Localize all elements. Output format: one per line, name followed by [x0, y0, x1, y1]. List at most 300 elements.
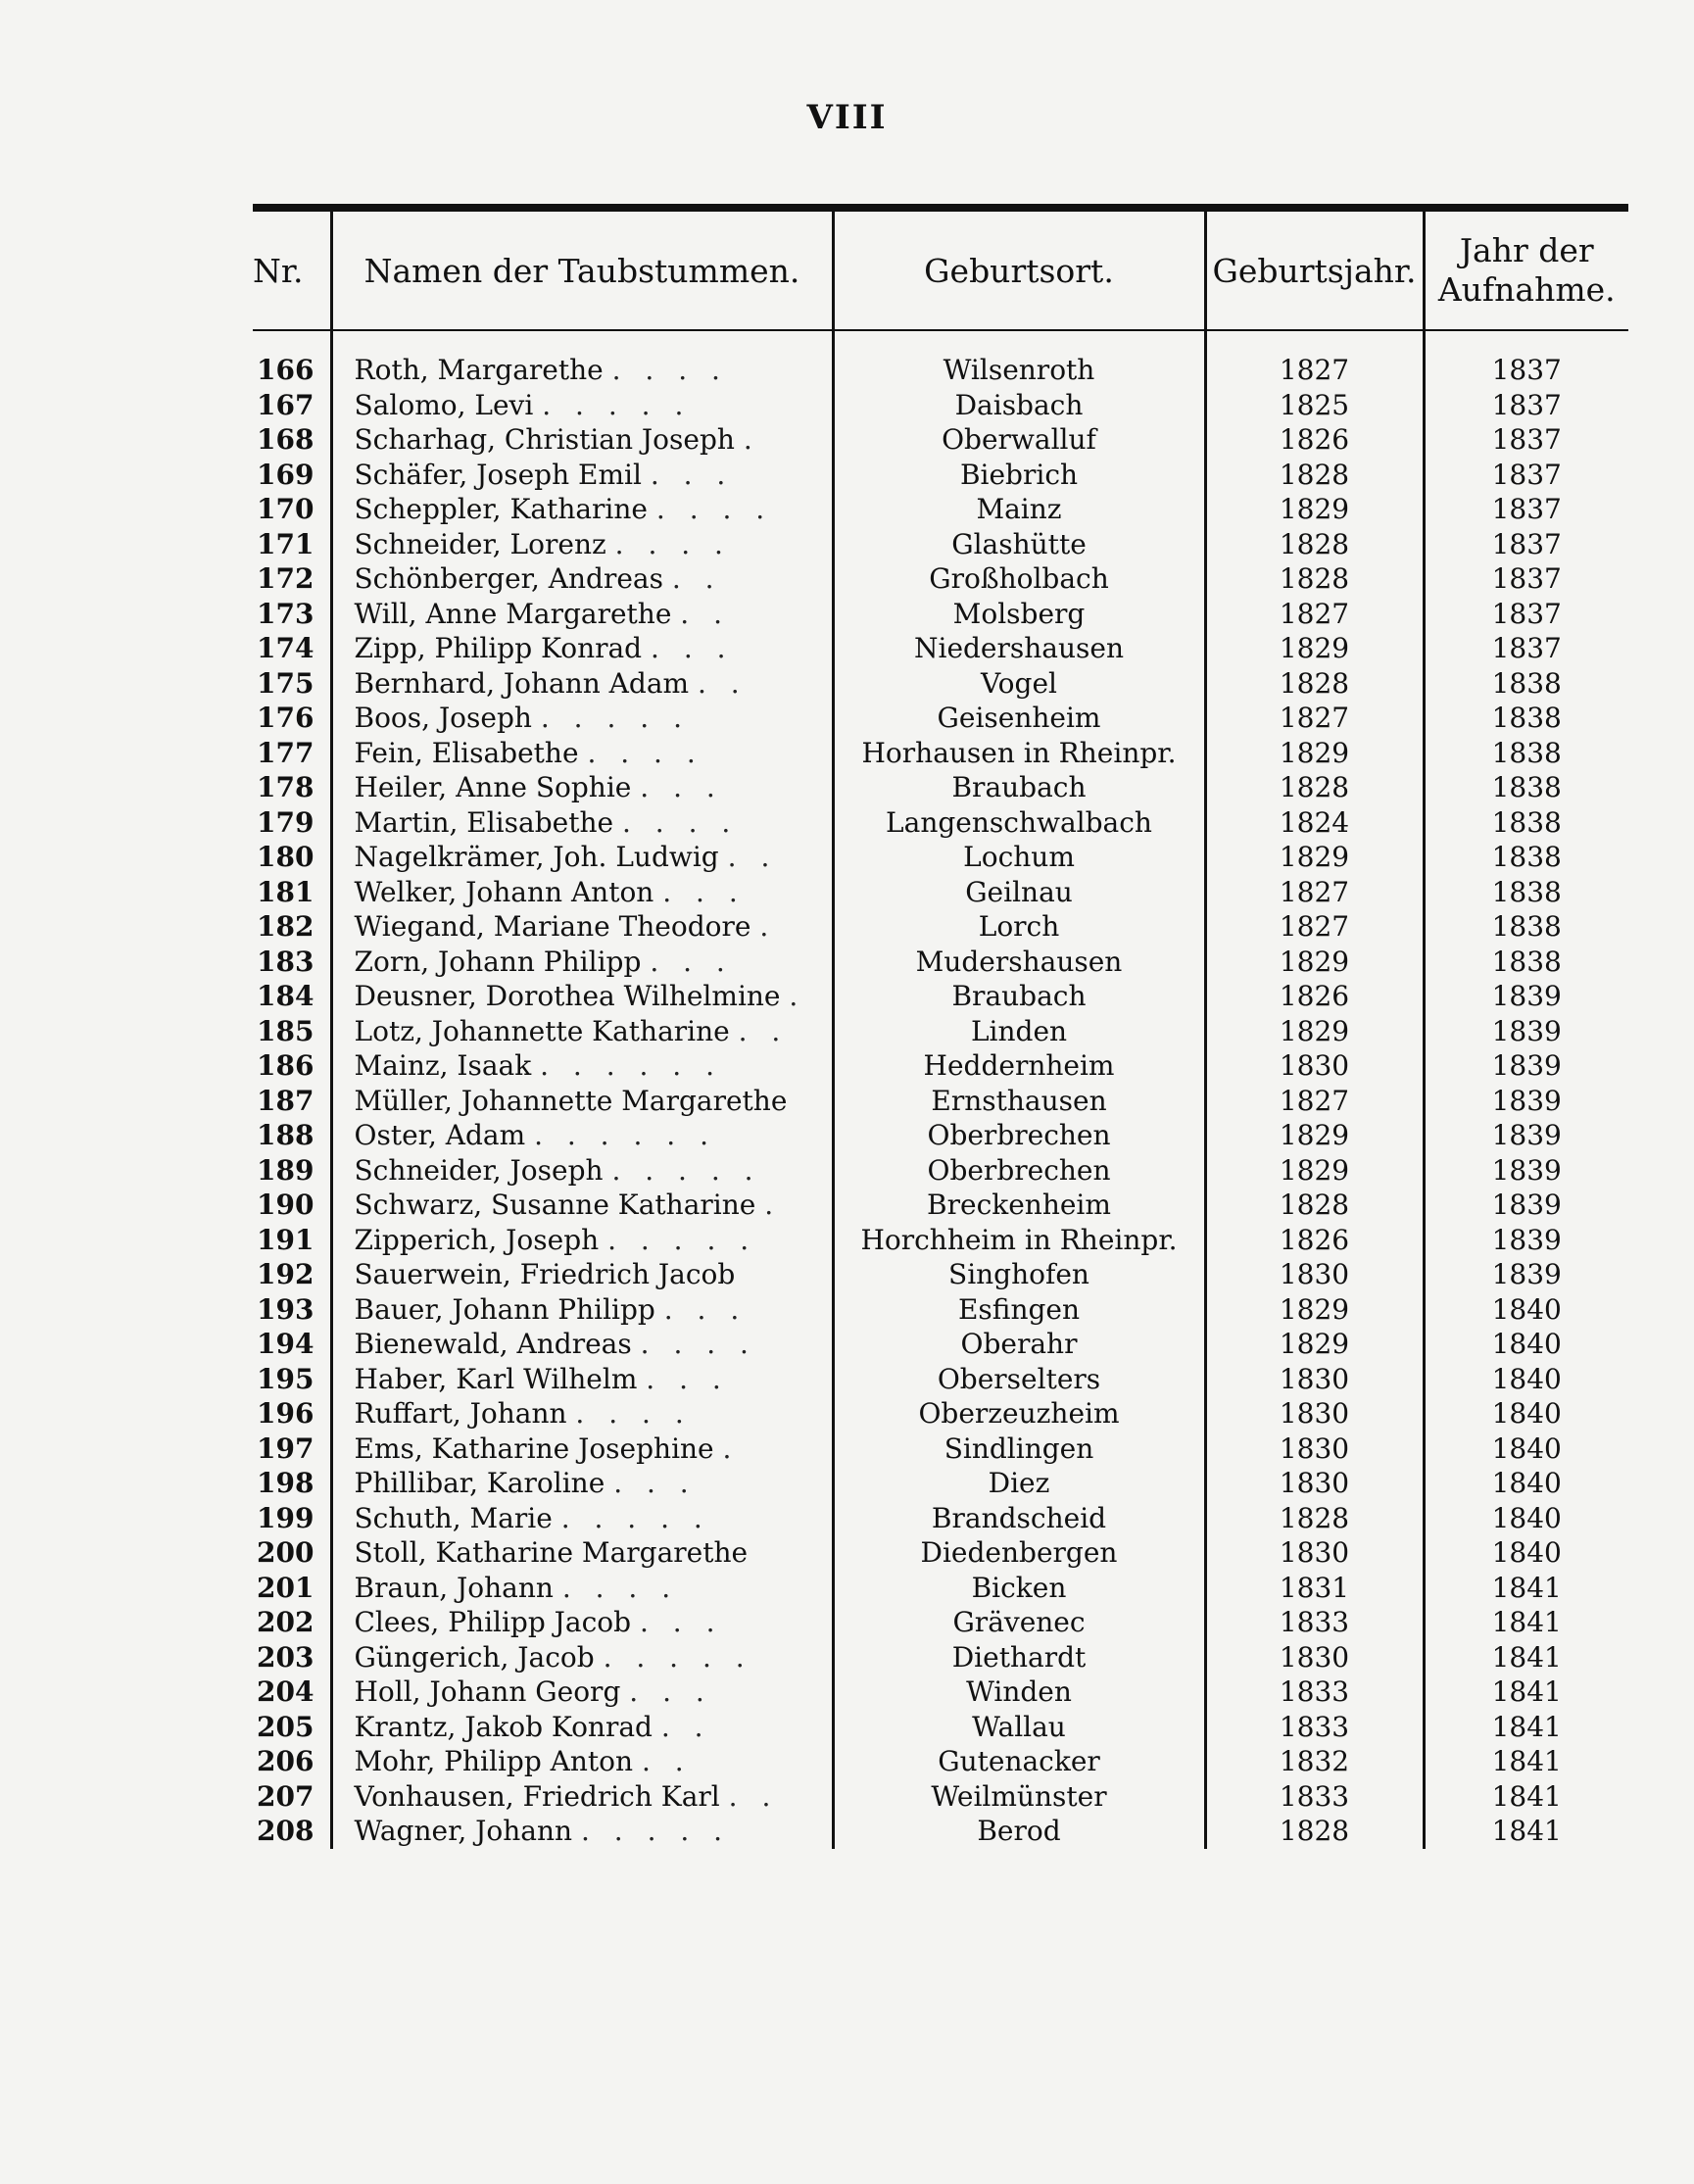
table-row	[253, 1396, 1628, 1432]
row-birthplace: Linden	[833, 1014, 1205, 1049]
row-number: 203	[257, 1640, 315, 1674]
row-leader-dots: . . .	[662, 875, 746, 908]
row-birthplace: Lochum	[833, 840, 1205, 875]
row-birthplace: Lorch	[833, 909, 1205, 945]
page-number: VIII	[806, 98, 888, 137]
row-birth-year: 1828	[1205, 458, 1424, 493]
row-birth-year: 1827	[1205, 1084, 1424, 1119]
row-birth-year: 1829	[1205, 492, 1424, 527]
row-birthplace: Singhofen	[833, 1257, 1205, 1292]
table-row	[253, 770, 1628, 805]
row-number: 205	[257, 1710, 315, 1743]
table-row	[253, 1188, 1628, 1223]
row-birth-year: 1833	[1205, 1674, 1424, 1710]
row-birthplace: Winden	[833, 1674, 1205, 1710]
row-birthplace: Daisbach	[833, 388, 1205, 423]
row-admission-year: 1839	[1424, 1118, 1628, 1153]
row-admission-year: 1840	[1424, 1292, 1628, 1328]
row-leader-dots: . .	[727, 841, 778, 873]
row-leader-dots: . .	[641, 1745, 692, 1777]
row-name	[331, 1396, 833, 1432]
row-admission-year: 1838	[1424, 945, 1628, 980]
row-admission-year: 1841	[1424, 1571, 1628, 1606]
row-birth-year: 1830	[1205, 1640, 1424, 1675]
table-row	[253, 1744, 1628, 1779]
row-name-text: Bienewald, Andreas	[354, 1328, 632, 1360]
header-place: Geburtsort.	[833, 212, 1205, 330]
row-name-text: Sauerwein, Friedrich Jacob	[354, 1258, 736, 1290]
row-number: 166	[257, 354, 315, 386]
row-birth-year: 1829	[1205, 736, 1424, 771]
row-name-text: Güngerich, Jacob	[354, 1640, 595, 1674]
row-birthplace: Geisenheim	[833, 701, 1205, 736]
row-admission-year: 1841	[1424, 1674, 1628, 1710]
row-birth-year: 1832	[1205, 1744, 1424, 1779]
table-row	[253, 353, 1628, 388]
row-birthplace: Oberselters	[833, 1362, 1205, 1397]
row-birthplace: Glashütte	[833, 527, 1205, 562]
table-row	[253, 1640, 1628, 1675]
header-admission-year-line1: Jahr der	[1459, 231, 1594, 269]
row-birth-year: 1831	[1205, 1571, 1424, 1606]
table-row	[253, 561, 1628, 597]
row-name	[331, 945, 833, 980]
row-number: 206	[257, 1745, 315, 1777]
table-row	[253, 701, 1628, 736]
row-admission-year: 1838	[1424, 909, 1628, 945]
row-name	[331, 1535, 833, 1571]
row-birthplace: Oberzeuzheim	[833, 1396, 1205, 1432]
row-birth-year: 1829	[1205, 1292, 1424, 1328]
row-admission-year: 1839	[1424, 1257, 1628, 1292]
row-admission-year: 1841	[1424, 1814, 1628, 1849]
row-birth-year: 1827	[1205, 701, 1424, 736]
row-admission-year: 1841	[1424, 1640, 1628, 1675]
row-name	[331, 631, 833, 666]
deaf-mute-register	[253, 212, 1628, 1849]
row-number: 197	[257, 1432, 315, 1465]
row-leader-dots: .	[743, 423, 760, 456]
row-name	[331, 1327, 833, 1362]
row-name-text: Zipperich, Joseph	[354, 1223, 600, 1256]
row-name-text: Scheppler, Katharine	[354, 493, 648, 525]
row-name-text: Deusner, Dorothea Wilhelmine	[354, 980, 781, 1012]
row-birth-year: 1830	[1205, 1466, 1424, 1501]
row-name	[331, 701, 833, 736]
row-birthplace: Wilsenroth	[833, 353, 1205, 388]
row-leader-dots: . . . . .	[542, 388, 692, 421]
row-name	[331, 805, 833, 841]
row-admission-year: 1840	[1424, 1362, 1628, 1397]
row-admission-year: 1839	[1424, 1084, 1628, 1119]
row-name	[331, 1710, 833, 1745]
row-birth-year: 1828	[1205, 770, 1424, 805]
row-name	[331, 1674, 833, 1710]
row-name-text: Schneider, Lorenz	[354, 527, 606, 560]
row-number: 185	[257, 1014, 315, 1047]
row-admission-year: 1841	[1424, 1710, 1628, 1745]
row-name	[331, 1188, 833, 1223]
row-name	[331, 1744, 833, 1779]
row-number: 198	[257, 1467, 315, 1499]
row-name	[331, 1605, 833, 1640]
header-admission-year	[1424, 212, 1628, 330]
row-birthplace: Oberwalluf	[833, 422, 1205, 458]
row-number: 190	[257, 1189, 315, 1221]
row-number: 180	[257, 841, 315, 873]
row-name-text: Lotz, Johannette Katharine	[354, 1014, 730, 1047]
row-name-text: Roth, Margarethe	[354, 354, 604, 386]
row-birth-year: 1833	[1205, 1605, 1424, 1640]
row-leader-dots: . . . . .	[603, 1640, 752, 1674]
row-leader-dots: . . .	[646, 1362, 729, 1395]
row-admission-year: 1837	[1424, 353, 1628, 388]
row-admission-year: 1837	[1424, 458, 1628, 493]
row-admission-year: 1837	[1424, 422, 1628, 458]
row-leader-dots: . .	[738, 1014, 789, 1047]
row-birth-year: 1830	[1205, 1396, 1424, 1432]
table-row	[253, 1779, 1628, 1815]
row-admission-year: 1839	[1424, 1188, 1628, 1223]
row-name-text: Mainz, Isaak	[354, 1049, 532, 1082]
row-name-text: Schäfer, Joseph Emil	[354, 458, 642, 491]
row-admission-year: 1841	[1424, 1779, 1628, 1815]
row-name-text: Müller, Johannette Margarethe	[354, 1084, 788, 1117]
row-birthplace: Diedenbergen	[833, 1535, 1205, 1571]
table-row	[253, 1710, 1628, 1745]
row-number: 173	[257, 597, 315, 630]
row-leader-dots: . .	[680, 597, 730, 630]
row-admission-year: 1840	[1424, 1396, 1628, 1432]
row-birthplace: Horhausen in Rheinpr.	[833, 736, 1205, 771]
row-number: 174	[257, 632, 315, 664]
row-leader-dots: . . . . .	[560, 1501, 710, 1534]
row-name	[331, 1292, 833, 1328]
row-name-text: Stoll, Katharine Margarethe	[354, 1536, 749, 1569]
row-name	[331, 1084, 833, 1119]
row-number: 193	[257, 1292, 315, 1326]
row-name-text: Nagelkrämer, Joh. Ludwig	[354, 841, 719, 873]
row-name	[331, 770, 833, 805]
row-birthplace: Wallau	[833, 1710, 1205, 1745]
table-row	[253, 1292, 1628, 1328]
row-number: 181	[257, 875, 315, 908]
row-admission-year: 1839	[1424, 1223, 1628, 1258]
row-leader-dots: .	[764, 1189, 782, 1221]
row-birth-year: 1824	[1205, 805, 1424, 841]
row-birthplace: Mainz	[833, 492, 1205, 527]
row-admission-year: 1837	[1424, 631, 1628, 666]
table-row	[253, 1466, 1628, 1501]
row-leader-dots: . . .	[629, 1675, 712, 1708]
row-leader-dots: . . .	[640, 771, 723, 803]
row-number: 178	[257, 771, 315, 803]
row-birthplace: Heddernheim	[833, 1048, 1205, 1084]
row-birth-year: 1826	[1205, 1223, 1424, 1258]
row-leader-dots: . . . .	[655, 493, 773, 525]
row-name-text: Schönberger, Andreas	[354, 562, 663, 595]
row-birth-year: 1830	[1205, 1362, 1424, 1397]
row-name-text: Holl, Johann Georg	[354, 1675, 621, 1708]
row-admission-year: 1841	[1424, 1744, 1628, 1779]
row-leader-dots: . . . .	[611, 354, 728, 386]
table-row	[253, 1605, 1628, 1640]
row-admission-year: 1837	[1424, 561, 1628, 597]
row-birth-year: 1833	[1205, 1779, 1424, 1815]
row-name-text: Ems, Katharine Josephine	[354, 1432, 714, 1465]
row-birthplace: Weilmünster	[833, 1779, 1205, 1815]
table-row	[253, 736, 1628, 771]
row-number: 192	[257, 1258, 315, 1290]
table-row	[253, 1014, 1628, 1049]
row-admission-year: 1840	[1424, 1501, 1628, 1536]
row-leader-dots: . . . . . .	[540, 1049, 722, 1082]
table-row	[253, 1535, 1628, 1571]
table-row	[253, 1153, 1628, 1189]
row-name-text: Oster, Adam	[354, 1119, 526, 1151]
row-birth-year: 1827	[1205, 597, 1424, 632]
row-admission-year: 1838	[1424, 666, 1628, 702]
row-admission-year: 1838	[1424, 770, 1628, 805]
row-number: 202	[257, 1606, 315, 1638]
row-admission-year: 1840	[1424, 1432, 1628, 1467]
row-name	[331, 1014, 833, 1049]
row-name	[331, 388, 833, 423]
table-row	[253, 597, 1628, 632]
row-name-text: Braun, Johann	[354, 1571, 554, 1604]
row-leader-dots: . . . . .	[607, 1223, 757, 1256]
top-rule	[253, 204, 1628, 212]
row-name	[331, 666, 833, 702]
row-name-text: Schuth, Marie	[354, 1501, 553, 1534]
row-number: 168	[257, 423, 315, 456]
row-birth-year: 1830	[1205, 1257, 1424, 1292]
row-name	[331, 1640, 833, 1675]
row-birthplace: Oberahr	[833, 1327, 1205, 1362]
row-number: 175	[257, 666, 315, 700]
row-name	[331, 527, 833, 562]
row-number: 179	[257, 805, 315, 839]
row-birthplace: Biebrich	[833, 458, 1205, 493]
header-birth-year: Geburtsjahr.	[1205, 212, 1424, 330]
row-admission-year: 1840	[1424, 1535, 1628, 1571]
row-leader-dots: . . . . .	[580, 1815, 731, 1847]
row-number: 195	[257, 1362, 315, 1395]
row-admission-year: 1837	[1424, 492, 1628, 527]
row-birthplace: Diez	[833, 1466, 1205, 1501]
row-birthplace: Oberbrechen	[833, 1153, 1205, 1189]
row-birthplace: Großholbach	[833, 561, 1205, 597]
row-leader-dots: . . . .	[614, 527, 731, 560]
row-birth-year: 1827	[1205, 353, 1424, 388]
row-name-text: Schneider, Joseph	[354, 1153, 604, 1187]
row-number: 171	[257, 527, 315, 560]
header-nr: Nr.	[253, 212, 331, 330]
row-birthplace: Ernsthausen	[833, 1084, 1205, 1119]
row-name	[331, 1362, 833, 1397]
row-number: 207	[257, 1779, 315, 1813]
row-name	[331, 840, 833, 875]
row-number: 184	[257, 980, 315, 1012]
row-leader-dots: . . . . .	[540, 702, 690, 734]
table-row	[253, 1048, 1628, 1084]
row-number: 188	[257, 1119, 315, 1151]
row-birthplace: Langenschwalbach	[833, 805, 1205, 841]
row-number: 177	[257, 736, 315, 769]
row-birth-year: 1829	[1205, 1118, 1424, 1153]
table-row	[253, 1084, 1628, 1119]
row-birthplace: Diethardt	[833, 1640, 1205, 1675]
row-number: 208	[257, 1815, 315, 1847]
row-birthplace: Berod	[833, 1814, 1205, 1849]
row-leader-dots: . . . . .	[611, 1153, 761, 1187]
row-birth-year: 1830	[1205, 1432, 1424, 1467]
row-name-text: Schwarz, Susanne Katharine	[354, 1189, 756, 1221]
row-leader-dots: . . . .	[561, 1571, 679, 1604]
table-row	[253, 388, 1628, 423]
row-admission-year: 1839	[1424, 1153, 1628, 1189]
row-birth-year: 1833	[1205, 1710, 1424, 1745]
row-name-text: Zorn, Johann Philipp	[354, 945, 642, 978]
row-leader-dots: . . .	[639, 1606, 723, 1638]
row-birthplace: Gutenacker	[833, 1744, 1205, 1779]
row-name	[331, 875, 833, 910]
row-number: 172	[257, 562, 315, 595]
row-number: 176	[257, 702, 315, 734]
row-name-text: Bernhard, Johann Adam	[354, 666, 690, 700]
row-name	[331, 353, 833, 388]
row-name-text: Wiegand, Mariane Theodore	[354, 910, 751, 943]
row-name-text: Vonhausen, Friedrich Karl	[354, 1779, 720, 1813]
row-birth-year: 1828	[1205, 1188, 1424, 1223]
row-number: 187	[257, 1084, 315, 1117]
row-leader-dots: . .	[728, 1779, 779, 1813]
row-birthplace: Sindlingen	[833, 1432, 1205, 1467]
row-birthplace: Brandscheid	[833, 1501, 1205, 1536]
row-birthplace: Braubach	[833, 770, 1205, 805]
table-row	[253, 492, 1628, 527]
row-name	[331, 597, 833, 632]
table-row	[253, 1327, 1628, 1362]
row-birth-year: 1830	[1205, 1048, 1424, 1084]
row-name-text: Krantz, Jakob Konrad	[354, 1710, 653, 1743]
row-name-text: Martin, Elisabethe	[354, 805, 614, 839]
row-birth-year: 1828	[1205, 527, 1424, 562]
row-leader-dots: . . .	[650, 945, 733, 978]
row-number: 169	[257, 458, 315, 491]
row-number: 186	[257, 1049, 315, 1082]
row-name	[331, 1466, 833, 1501]
row-name	[331, 1223, 833, 1258]
register-table	[253, 204, 1628, 1849]
row-name-text: Fein, Elisabethe	[354, 736, 579, 769]
row-leader-dots: . . . .	[575, 1397, 692, 1430]
row-number: 199	[257, 1501, 315, 1534]
table-row	[253, 909, 1628, 945]
row-birth-year: 1829	[1205, 840, 1424, 875]
row-birthplace: Geilnau	[833, 875, 1205, 910]
row-leader-dots: . . .	[651, 632, 734, 664]
row-number: 189	[257, 1153, 315, 1187]
row-admission-year: 1839	[1424, 1048, 1628, 1084]
row-admission-year: 1838	[1424, 701, 1628, 736]
row-name-text: Ruffart, Johann	[354, 1397, 567, 1430]
table-row	[253, 422, 1628, 458]
table-row	[253, 805, 1628, 841]
row-number: 183	[257, 945, 315, 978]
row-name-text: Scharhag, Christian Joseph	[354, 423, 735, 456]
row-name	[331, 909, 833, 945]
row-leader-dots: . .	[671, 562, 722, 595]
row-leader-dots: . . . .	[587, 736, 703, 769]
row-birth-year: 1828	[1205, 1814, 1424, 1849]
row-name-text: Salomo, Levi	[354, 388, 534, 421]
row-number: 200	[257, 1536, 315, 1569]
table-row	[253, 840, 1628, 875]
row-name	[331, 458, 833, 493]
table-row	[253, 945, 1628, 980]
row-admission-year: 1839	[1424, 979, 1628, 1014]
row-name-text: Wagner, Johann	[354, 1815, 573, 1847]
row-birthplace: Esfingen	[833, 1292, 1205, 1328]
row-birth-year: 1828	[1205, 561, 1424, 597]
row-admission-year: 1837	[1424, 388, 1628, 423]
row-number: 196	[257, 1397, 315, 1430]
row-birth-year: 1827	[1205, 875, 1424, 910]
row-leader-dots: . . .	[650, 458, 734, 491]
row-birth-year: 1826	[1205, 979, 1424, 1014]
table-row	[253, 875, 1628, 910]
row-number: 194	[257, 1328, 315, 1360]
row-birthplace: Mudershausen	[833, 945, 1205, 980]
table-row	[253, 527, 1628, 562]
row-admission-year: 1839	[1424, 1014, 1628, 1049]
row-name-text: Mohr, Philipp Anton	[354, 1745, 634, 1777]
row-birthplace: Braubach	[833, 979, 1205, 1014]
row-birthplace: Molsberg	[833, 597, 1205, 632]
row-name	[331, 1257, 833, 1292]
table-row	[253, 1223, 1628, 1258]
row-birthplace: Niedershausen	[833, 631, 1205, 666]
row-birth-year: 1829	[1205, 1327, 1424, 1362]
row-birthplace: Horchheim in Rheinpr.	[833, 1223, 1205, 1258]
row-birthplace: Grävenec	[833, 1605, 1205, 1640]
table-row	[253, 1118, 1628, 1153]
row-admission-year: 1838	[1424, 875, 1628, 910]
row-birthplace: Oberbrechen	[833, 1118, 1205, 1153]
row-name-text: Haber, Karl Wilhelm	[354, 1362, 638, 1395]
row-name	[331, 1118, 833, 1153]
row-number: 191	[257, 1223, 315, 1256]
row-birthplace: Bicken	[833, 1571, 1205, 1606]
table-row	[253, 631, 1628, 666]
row-leader-dots: . . .	[663, 1292, 748, 1326]
row-name	[331, 1501, 833, 1536]
row-leader-dots: . .	[697, 666, 748, 700]
row-number: 167	[257, 388, 315, 421]
row-admission-year: 1840	[1424, 1466, 1628, 1501]
row-name	[331, 1779, 833, 1815]
row-admission-year: 1840	[1424, 1327, 1628, 1362]
row-admission-year: 1838	[1424, 736, 1628, 771]
table-row	[253, 666, 1628, 702]
row-name-text: Phillibar, Karoline	[354, 1467, 605, 1499]
row-leader-dots: .	[759, 910, 777, 943]
header-name: Namen der Taubstummen.	[331, 212, 833, 330]
row-admission-year: 1838	[1424, 805, 1628, 841]
row-name	[331, 1814, 833, 1849]
row-name-text: Boos, Joseph	[354, 702, 532, 734]
